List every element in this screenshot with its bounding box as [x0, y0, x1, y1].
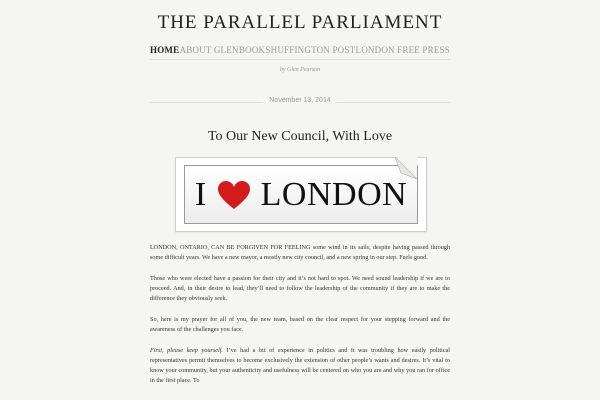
post-content [150, 243, 450, 397]
sticker-word-london: LONDON [260, 175, 408, 213]
post-title[interactable]: To Our New Council, With Love [207, 129, 393, 144]
post-date[interactable]: November 13, 2014 [263, 97, 336, 104]
nav-item-books[interactable]: BOOKS [238, 45, 271, 55]
paragraph-4 [150, 346, 450, 386]
paragraph-1 [150, 243, 450, 263]
site-title[interactable]: THE PARALLEL PARLIAMENT [157, 12, 443, 33]
nav-item-huffington-post[interactable]: HUFFINGTON POST [270, 45, 356, 55]
paragraph-3: So, here is my prayer for all of you, the new team, based on the clear respect for your stepping forward and the awareness of the challenges you face. [150, 316, 450, 333]
paragraph-1-lead: LONDON, ONTARIO, CAN BE FORGIVEN FOR FEELING [150, 244, 311, 251]
nav-item-london-free-press[interactable]: LONDON FREE PRESS [355, 45, 450, 55]
page-curl-icon [395, 157, 417, 179]
paragraph-1-rest: some wind in its sails, despite having passed through some difficult years. We have a new mayor, a mostly new city council, and a new spring in our step. Feels good. [150, 244, 450, 261]
post-featured-image [175, 157, 427, 232]
i-love-london-sticker [184, 165, 418, 224]
post-date-row [150, 97, 450, 107]
nav-item-home[interactable]: HOME [150, 45, 180, 55]
paragraph-4-rest: I’ve had a bit of experience in politics and it was troubling how easily political representatives permit themselves to become exclusively the extension of other people’s wants and desires. It’s vital to know your community, but your authenticity and usefulness will be centered on who you are and why you ran for office in the first place. To [150, 347, 450, 384]
paragraph-4-emphasis: First, please keep yourself. [150, 347, 223, 354]
byline: by Glen Pearson [279, 67, 321, 73]
paragraph-2: Those who were elected have a passion for their city and it’s not hard to spot. We need sound leadership if we are to proceed. And, in their desire to lead, they’ll need to follow the leadership of the community if they are to make the difference they obviously seek. [150, 275, 450, 302]
main-nav [150, 45, 450, 60]
heart-icon [217, 180, 251, 210]
sticker-word-i: I [194, 175, 207, 213]
nav-item-about-glen[interactable]: ABOUT GLEN [179, 45, 239, 55]
